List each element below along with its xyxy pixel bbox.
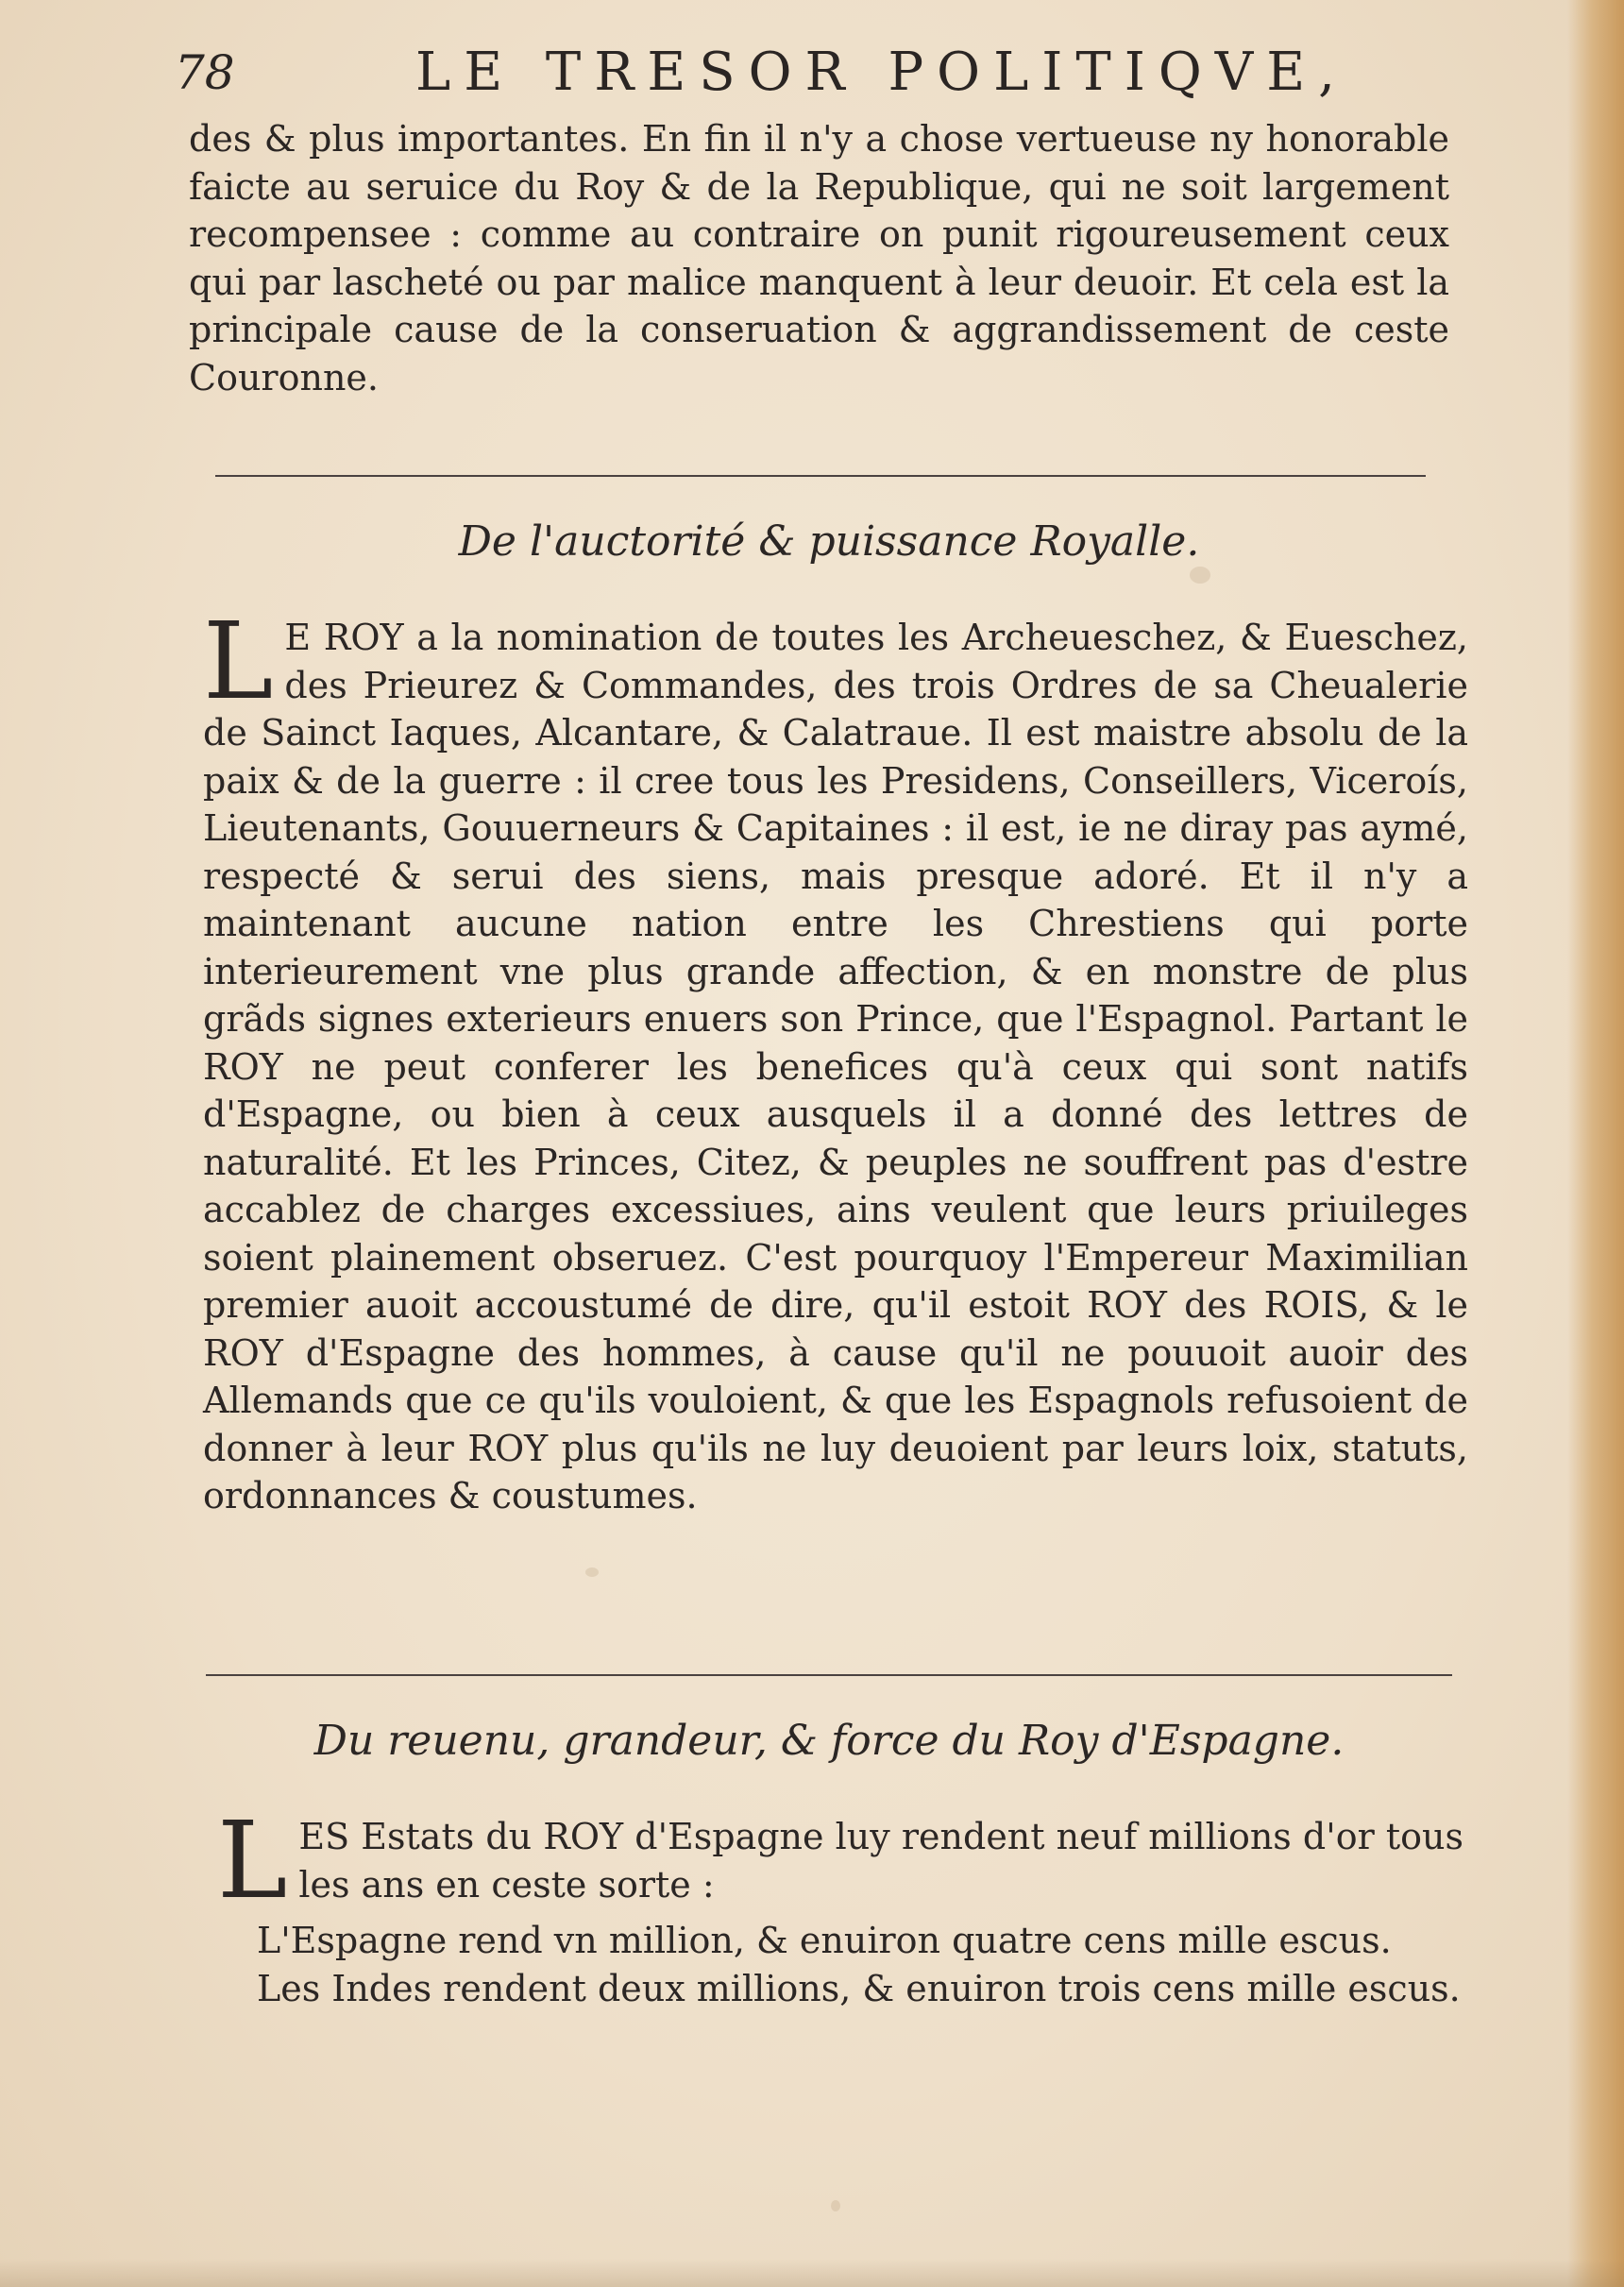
paper-stain xyxy=(831,2200,840,2211)
page-bottom-shadow xyxy=(0,2259,1624,2287)
page-number: 78 xyxy=(175,45,235,100)
section-heading-revenue: Du reuenu, grandeur, & force du Roy d'Espagne. xyxy=(313,1717,1345,1765)
paper-stain xyxy=(1190,567,1210,584)
section-paragraph: E ROY a la nomination de toutes les Archeueschez, & Eueschez, des Prieurez & Commandes, des trois Ordres de sa Cheualerie de Sainct Iaques, Alcantare, & Calatraue. Il est maistre absolu de la paix & de la guerre : il cree tous les Presidens, Conseillers, Viceroís, Lieutenants, Gouuerneurs & Capitaines : il est, ie ne diray pas aymé, respecté & serui des siens, mais presque adoré. Et il n'y a maintenant aucune nation entre les Chrestiens qui porte interieurement vne plus grande affection, & en monstre de plus grãds signes exterieurs enuers son Prince, que l'Espagnol. Partant le ROY ne peut conferer les benefices qu'à ceux qui sont natifs d'Espagne, ou bien à ceux ausquels il a donné des lettres de naturalité. Et les Princes, Citez, & peuples ne souffrent pas d'estre accablez de charges excessiues, ains veulent que leurs priuileges soient plainement obseruez. C'est pourquoy l'Empereur Maximilian premier auoit accoustumé de dire, qu'il estoit ROY des ROIS, & le ROY d'Espagne des hommes, à cause qu'il ne pouuoit auoir des Allemands que ce qu'ils vouloient, & que les Espagnols refusoient de donner à leur ROY plus qu'ils ne luy deuoient par leurs loix, statuts, ordonnances & coustumes. xyxy=(203,617,1468,1516)
page-edge-shadow xyxy=(1567,0,1624,2287)
section-divider xyxy=(215,475,1426,477)
section-body-authority xyxy=(203,601,1468,1520)
section-heading-authority: De l'auctorité & puissance Royalle. xyxy=(458,517,1200,566)
running-head xyxy=(175,36,1449,121)
paragraph-continuation: des & plus importantes. En fin il n'y a chose vertueuse ny honorable faicte au seruice du Roy & de la Republique, qui ne soit largement recompensee : comme au contraire on punit rigoureusement ceux qui par lascheté ou par malice manquent à leur deuoir. Et cela est la principale cause de la conseruation & aggrandissement de ceste Couronne. xyxy=(189,118,1449,398)
section-paragraph: ES Estats du ROY d'Espagne luy rendent neuf millions d'or tous les ans en ceste sorte : xyxy=(298,1816,1463,1906)
drop-cap-initial: L xyxy=(217,1800,288,1923)
paper-stain xyxy=(585,1567,599,1577)
section-body-revenue xyxy=(217,1800,1463,1923)
revenue-lines xyxy=(217,1917,1463,2012)
running-title: LE TRESOR POLITIQVE, xyxy=(415,42,1348,103)
revenue-line: Les Indes rendent deux millions, & enuiron trois cens mille escus. xyxy=(257,1967,1461,2009)
revenue-line: L'Espagne rend vn million, & enuiron quatre cens mille escus. xyxy=(257,1920,1392,1961)
drop-cap-initial: L xyxy=(203,601,274,723)
section-divider xyxy=(206,1674,1452,1676)
